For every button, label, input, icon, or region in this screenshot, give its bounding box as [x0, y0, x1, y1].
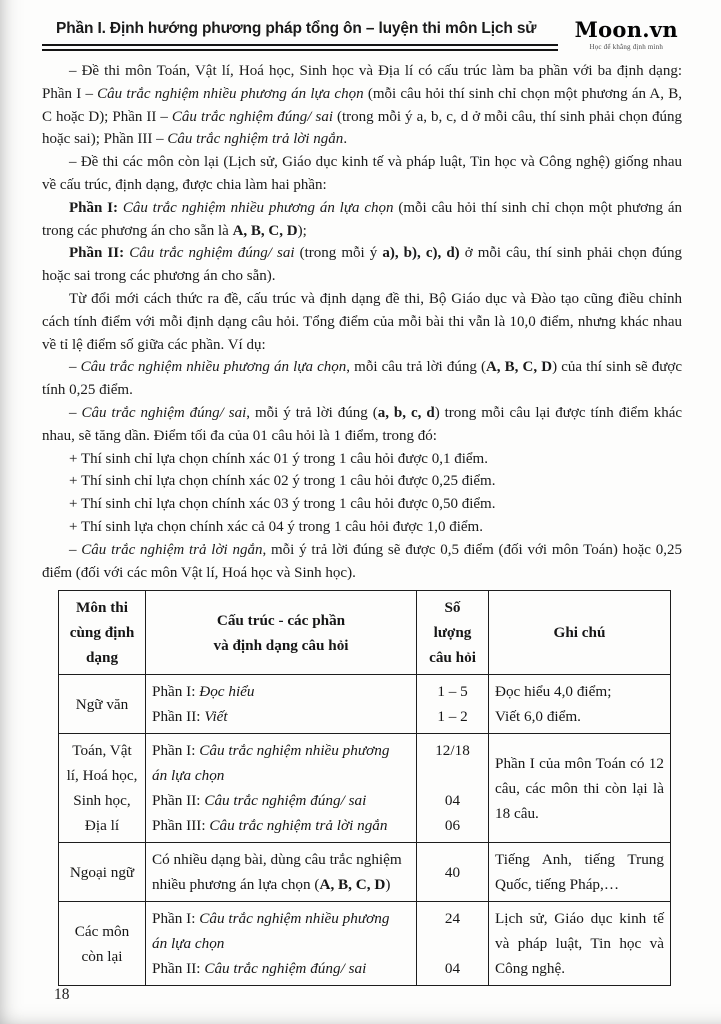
cell-note: Đọc hiểu 4,0 điểm; Viết 6,0 điểm. [489, 675, 671, 734]
cell-subject: Ngữ văn [59, 675, 146, 734]
paragraph: + Thí sinh chỉ lựa chọn chính xác 02 ý trong 1 câu hỏi được 0,25 điểm. [69, 473, 496, 490]
cell-structure: Phần I: Câu trắc nghiệm nhiều phương án lựa chọn Phần II: Câu trắc nghiệm đúng/ sai [146, 902, 417, 986]
paragraph: + Thí sinh chỉ lựa chọn chính xác 01 ý trong 1 câu hỏi được 0,1 điểm. [69, 450, 488, 467]
exam-structure-table [58, 590, 671, 986]
table-header-cell: Môn thi cùng định dạng [59, 591, 146, 675]
body-text [42, 60, 682, 584]
table-header-cell: Số lượng câu hỏi [417, 591, 489, 675]
table-body [59, 675, 671, 986]
paragraph: – Đề thi môn Toán, Vật lí, Hoá học, Sinh học và Địa lí có cấu trúc làm ba phần với ba định dạng: Phần I – Câu trắc nghiệm nhiều phương án lựa chọn (mỗi câu hỏi thí sinh chỉ chọn một phương án A, B, C hoặc D); Phần II – Câu trắc nghiệm đúng/ sai (trong mỗi ý a, b, c, d ở mỗi câu, thí sinh phải chọn đúng hoặc sai); Phần III – Câu trắc nghiệm trả lời ngắn. [42, 63, 682, 148]
moon-logo-text: Moon.vn [574, 17, 678, 42]
paragraph: Từ đổi mới cách thức ra đề, cấu trúc và định dạng đề thi, Bộ Giáo dục và Đào tạo cũng điều chỉnh cách tính điểm với mỗi định dạng câu hỏi. Tổng điểm của mỗi bài thi vẫn là 10,0 điểm, nhưng khác nhau về tỉ lệ điểm số giữa các phần. Ví dụ: [42, 290, 682, 353]
paragraph: – Câu trắc nghiệm trả lời ngắn, mỗi ý trả lời đúng sẽ được 0,5 điểm (đối với môn Toán) hoặc 0,25 điểm (đối với các môn Vật lí, Hoá học và Sinh học). [42, 541, 683, 581]
table-row [59, 902, 671, 986]
table-header-cell: Ghi chú [489, 591, 671, 675]
cell-note: Tiếng Anh, tiếng Trung Quốc, tiếng Pháp,… [489, 843, 671, 902]
cell-structure: Phần I: Câu trắc nghiệm nhiều phương án lựa chọn Phần II: Câu trắc nghiệm đúng/ sai Phần III: Câu trắc nghiệm trả lời ngắn [146, 734, 417, 843]
cell-note: Phần I của môn Toán có 12 câu, các môn thi còn lại là 18 câu. [489, 734, 671, 843]
cell-quantity: 12/18 04 06 [417, 734, 489, 843]
cell-subject: Toán, Vật lí, Hoá học, Sinh học, Địa lí [59, 734, 146, 843]
cell-subject: Các môn còn lại [59, 902, 146, 986]
cell-structure: Có nhiều dạng bài, dùng câu trắc nghiệm nhiều phương án lựa chọn (A, B, C, D) [146, 843, 417, 902]
page-header [42, 17, 682, 51]
paragraph: – Câu trắc nghiệm đúng/ sai, mỗi ý trả lời đúng (a, b, c, d) trong mỗi câu lại được tính điểm khác nhau, sẽ tăng dần. Điểm tối đa của 01 câu hỏi là 1 điểm, trong đó: [42, 404, 683, 444]
paragraph: + Thí sinh chỉ lựa chọn chính xác 03 ý trong 1 câu hỏi được 0,50 điểm. [69, 496, 496, 513]
paragraph: Phần II: Câu trắc nghiệm đúng/ sai (trong mỗi ý a), b), c), d) ở mỗi câu, thí sinh phải chọn đúng hoặc sai trong các phương án cho sẵn). [42, 245, 682, 285]
cell-structure: Phần I: Đọc hiểu Phần II: Viết [146, 675, 417, 734]
table-header-row [59, 591, 671, 675]
moon-logo-tagline: Học để khẳng định mình [589, 43, 664, 51]
cell-subject: Ngoại ngữ [59, 843, 146, 902]
cell-note: Lịch sử, Giáo dục kinh tế và pháp luật, Tin học và Công nghệ. [489, 902, 671, 986]
cell-quantity: 24 04 [417, 902, 489, 986]
table-row [59, 675, 671, 734]
header-title-block [42, 20, 558, 51]
page-number: 18 [54, 986, 70, 1003]
cell-quantity: 1 – 5 1 – 2 [417, 675, 489, 734]
paragraph: Phần I: Câu trắc nghiệm nhiều phương án lựa chọn (mỗi câu hỏi thí sinh chỉ chọn một phương án trong các phương án cho sẵn là A, B, C, D); [42, 199, 682, 239]
paragraph: – Câu trắc nghiệm nhiều phương án lựa chọn, mỗi câu trả lời đúng (A, B, C, D) của thí sinh sẽ được tính 0,25 điểm. [42, 359, 683, 399]
page-title: Phần I. Định hướng phương pháp tổng ôn – luyện thi môn Lịch sử [56, 20, 537, 37]
paragraph: + Thí sinh lựa chọn chính xác cả 04 ý trong 1 câu hỏi được 1,0 điểm. [69, 518, 483, 535]
table-row [59, 843, 671, 902]
header-divider [42, 44, 558, 51]
table-header-cell: Cấu trúc - các phần và định dạng câu hỏi [146, 591, 417, 675]
paragraph: – Đề thi các môn còn lại (Lịch sử, Giáo dục kinh tế và pháp luật, Tin học và Công nghệ) giống nhau về cấu trúc, định dạng, được chia làm hai phần: [42, 154, 682, 193]
table-row [59, 734, 671, 843]
cell-quantity: 40 [417, 843, 489, 902]
moon-logo [575, 17, 682, 51]
